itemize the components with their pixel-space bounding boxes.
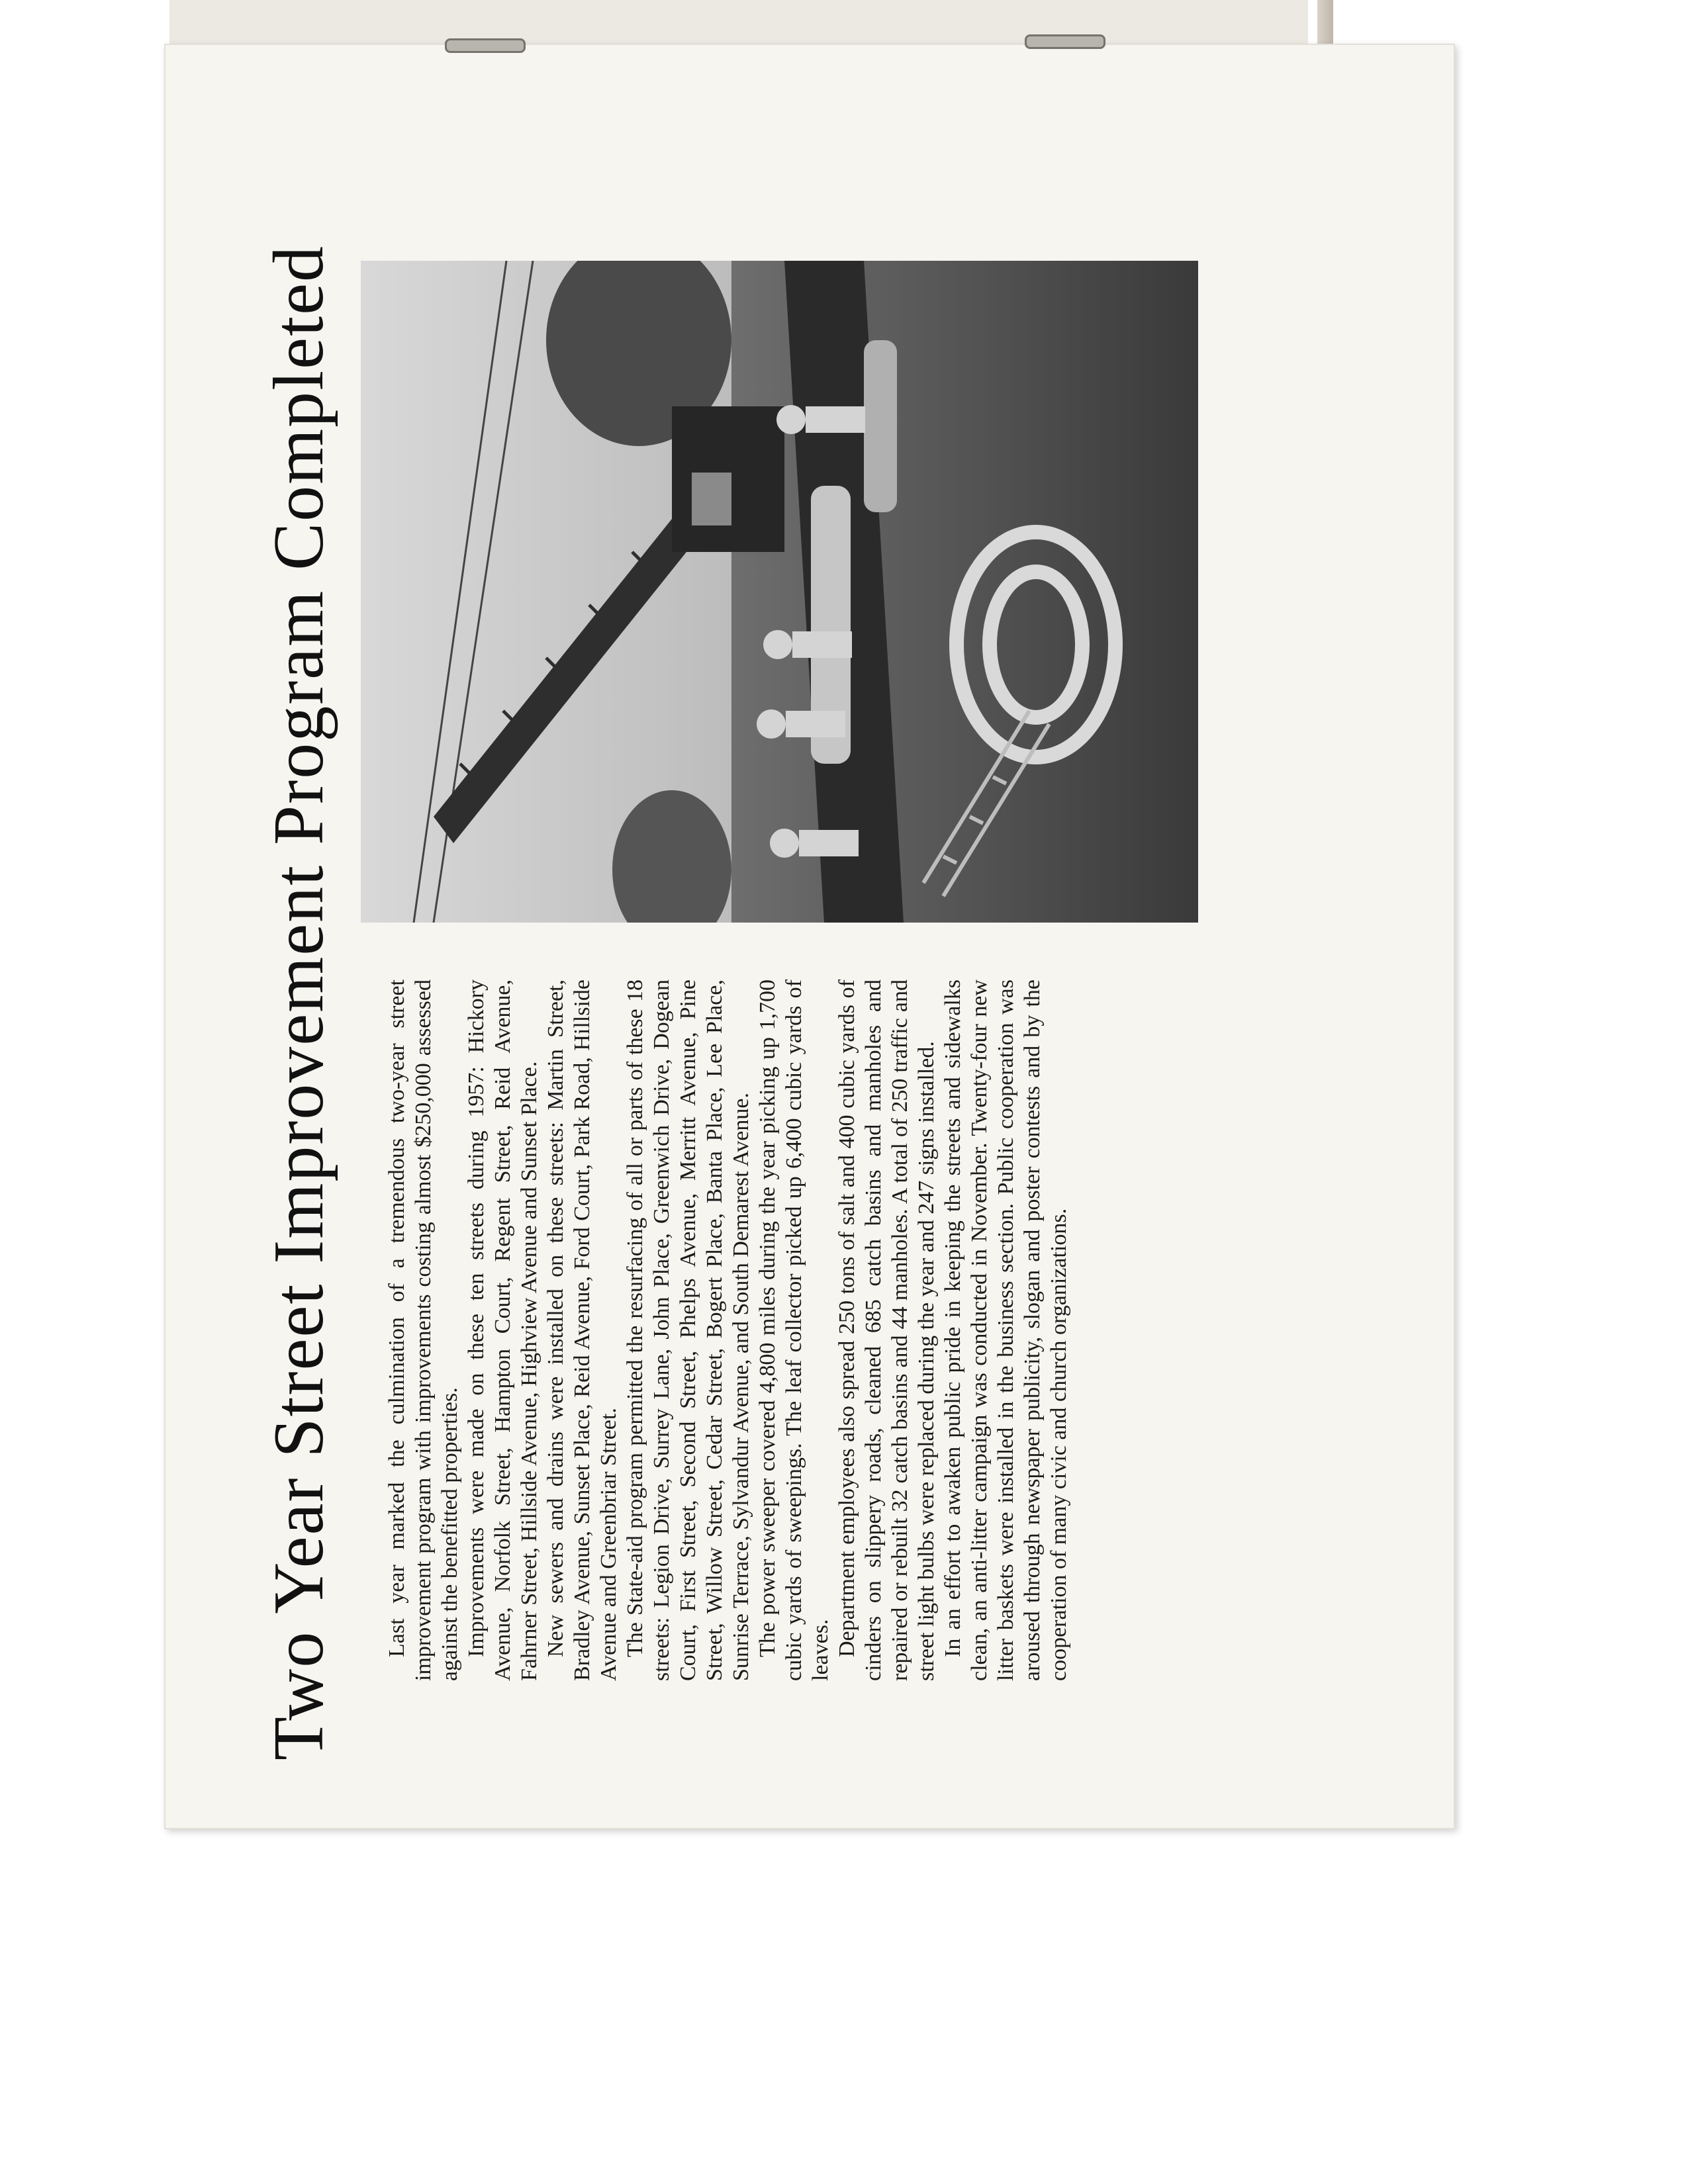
staple-right (1025, 34, 1105, 49)
article-title: Two Year Street Improvement Program Completed (259, 244, 338, 1760)
paragraph: The power sweeper covered 4,800 miles during the year picking up 1,700 cubic yards of sweepings. The leaf collector picked up 6,400 cubic yards of leaves. (755, 979, 833, 1681)
paragraph: Improvements were made on these ten streets during 1957: Hickory Avenue, Norfolk Street, Hampton Court, Regent Street, Reid Avenue, Fahrner Street, Hillside Avenue, Highview Avenue and Sunset Place. (464, 979, 541, 1681)
article-body (384, 979, 1072, 1681)
paragraph: Department employees also spread 250 tons of salt and 400 cubic yards of cinders on slippery roads, cleaned 685 catch basins and manholes and repaired or rebuilt 32 catch basins and 44 manholes. A total of 250 traffic and street light bulbs were replaced during the year and 247 signs installed. (835, 979, 939, 1681)
construction-photo (361, 261, 1198, 923)
cab-window (692, 473, 731, 525)
page-edge-shadow (1317, 0, 1333, 46)
paragraph: Last year marked the culmination of a tremendous two-year street improvement program with improvements costing almost $250,000 assessed against the benefitted properties. (385, 979, 462, 1681)
paragraph: New sewers and drains were installed on these streets: Martin Street, Bradley Avenue, Sunset Place, Reid Avenue, Ford Court, Park Road, Hillside Avenue and Greenbriar Street. (543, 979, 621, 1681)
staple-left (445, 38, 526, 53)
pipe-section (864, 340, 897, 512)
rotated-article (218, 244, 1198, 1760)
paragraph: The State-aid program permitted the resurfacing of all or parts of these 18 streets: Legion Drive, Surrey Lane, John Place, Greenwich Drive, Dogean Court, First Street, Second Street, Phelps Avenue, Merritt Avenue, Pine Street, Willow Street, Cedar Street, Bogert Place, Banta Place, Lee Place, Sunrise Terrace, Sylvandur Avenue, and South Demarest Avenue. (623, 979, 753, 1681)
construction-photo-illustration (361, 261, 1198, 923)
paragraph: In an effort to awaken public pride in keeping the streets and sidewalks clean, an anti-litter campaign was conducted in November. Twenty-four new litter baskets were installed in the business section. Public cooperation was aroused through newspaper publicity, slogan and poster contests and by the cooperation of many civic and church organizations. (941, 979, 1071, 1681)
